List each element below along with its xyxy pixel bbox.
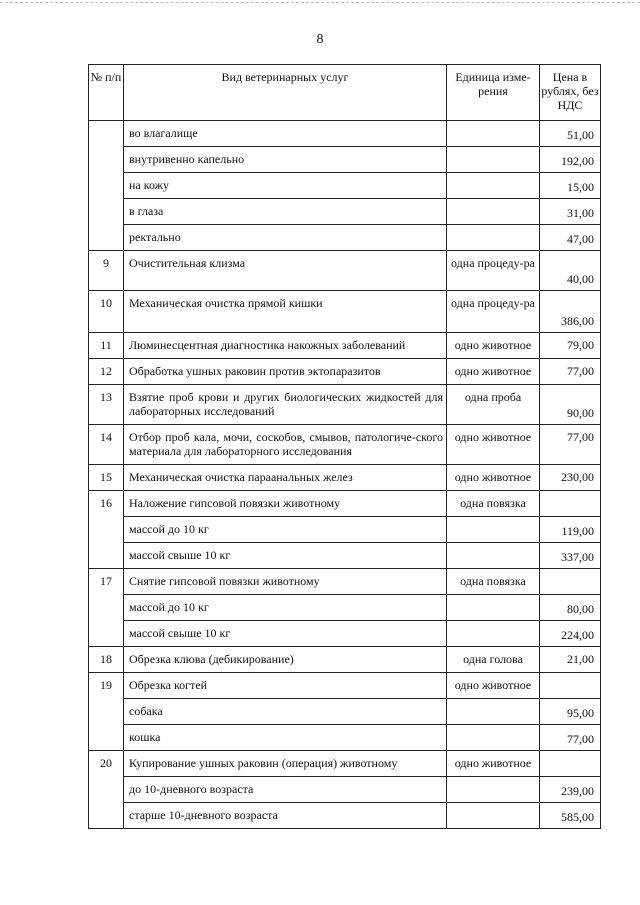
- price-cell: 239,00: [540, 777, 601, 803]
- table-row: [89, 173, 601, 199]
- table-row: [89, 225, 601, 251]
- table-row: [89, 777, 601, 803]
- service-cell: Взятие проб крови и других биологических жидкостей для лабораторных исследований: [124, 385, 447, 425]
- service-cell: Обрезка клюва (дебикирование): [124, 647, 447, 673]
- unit-cell: одно животное: [447, 425, 540, 465]
- service-cell: на кожу: [124, 173, 447, 199]
- unit-cell: одна голова: [447, 647, 540, 673]
- unit-cell: одна процеду-ра: [447, 251, 540, 291]
- price-cell: 585,00: [540, 803, 601, 829]
- header-num: № п/п: [89, 65, 124, 121]
- row-num: 13: [89, 385, 124, 425]
- row-num: 14: [89, 425, 124, 465]
- table-row: [89, 251, 601, 291]
- unit-cell: одно животное: [447, 359, 540, 385]
- table-row: [89, 673, 601, 699]
- price-cell: 386,00: [540, 291, 601, 333]
- service-cell: массой свыше 10 кг: [124, 621, 447, 647]
- table-row: [89, 385, 601, 425]
- unit-cell: одна процеду-ра: [447, 291, 540, 333]
- page-number: 8: [316, 32, 324, 47]
- row-num: 16: [89, 491, 124, 569]
- unit-cell: одно животное: [447, 751, 540, 777]
- table-row: [89, 751, 601, 777]
- row-num: 19: [89, 673, 124, 751]
- row-num-empty: [89, 121, 124, 251]
- row-num: 9: [89, 251, 124, 291]
- table-row: [89, 569, 601, 595]
- table-row: [89, 803, 601, 829]
- price-cell: 224,00: [540, 621, 601, 647]
- price-cell: 79,00: [540, 333, 601, 359]
- price-cell: 80,00: [540, 595, 601, 621]
- service-cell: массой свыше 10 кг: [124, 543, 447, 569]
- unit-cell: [447, 225, 540, 251]
- table-row: [89, 595, 601, 621]
- service-cell: Обрезка когтей: [124, 673, 447, 699]
- row-num: 15: [89, 465, 124, 491]
- service-cell: внутривенно капельно: [124, 147, 447, 173]
- table-row: [89, 621, 601, 647]
- service-cell: Наложение гипсовой повязки животному: [124, 491, 447, 517]
- row-num: 11: [89, 333, 124, 359]
- service-cell: ректально: [124, 225, 447, 251]
- price-cell: [540, 673, 601, 699]
- unit-cell: [447, 543, 540, 569]
- service-cell: Снятие гипсовой повязки животному: [124, 569, 447, 595]
- service-cell: Очистительная клизма: [124, 251, 447, 291]
- unit-cell: [447, 199, 540, 225]
- header-service: Вид ветеринарных услуг: [124, 65, 447, 121]
- price-cell: 77,00: [540, 425, 601, 465]
- service-cell: собака: [124, 699, 447, 725]
- table-row: [89, 121, 601, 147]
- unit-cell: одно животное: [447, 465, 540, 491]
- table-row: [89, 333, 601, 359]
- price-cell: 40,00: [540, 251, 601, 291]
- price-cell: 15,00: [540, 173, 601, 199]
- table-row: [89, 517, 601, 543]
- unit-cell: [447, 517, 540, 543]
- price-cell: 192,00: [540, 147, 601, 173]
- table-row: [89, 465, 601, 491]
- unit-cell: [447, 803, 540, 829]
- price-cell: [540, 491, 601, 517]
- service-cell: до 10-дневного возраста: [124, 777, 447, 803]
- table-row: [89, 199, 601, 225]
- service-cell: Механическая очистка прямой кишки: [124, 291, 447, 333]
- price-cell: 21,00: [540, 647, 601, 673]
- price-cell: 31,00: [540, 199, 601, 225]
- price-cell: [540, 751, 601, 777]
- price-table: [88, 64, 601, 829]
- service-cell: массой до 10 кг: [124, 595, 447, 621]
- service-cell: во влагалище: [124, 121, 447, 147]
- price-cell: 337,00: [540, 543, 601, 569]
- unit-cell: [447, 699, 540, 725]
- row-num: 12: [89, 359, 124, 385]
- unit-cell: одно животное: [447, 333, 540, 359]
- price-cell: 90,00: [540, 385, 601, 425]
- header-unit: Единица изме-рения: [447, 65, 540, 121]
- row-num: 10: [89, 291, 124, 333]
- row-num: 18: [89, 647, 124, 673]
- table-row: [89, 699, 601, 725]
- unit-cell: [447, 595, 540, 621]
- price-cell: 95,00: [540, 699, 601, 725]
- price-cell: 47,00: [540, 225, 601, 251]
- unit-cell: [447, 777, 540, 803]
- service-cell: Обработка ушных раковин против эктопаразитов: [124, 359, 447, 385]
- table-row: [89, 491, 601, 517]
- table-header-row: [89, 65, 601, 121]
- service-cell: старше 10-дневного возраста: [124, 803, 447, 829]
- table-row: [89, 147, 601, 173]
- unit-cell: [447, 173, 540, 199]
- header-price: Цена в рублях, без НДС: [540, 65, 601, 121]
- price-cell: [540, 569, 601, 595]
- unit-cell: [447, 147, 540, 173]
- service-cell: Люминесцентная диагностика накожных заболеваний: [124, 333, 447, 359]
- row-num: 20: [89, 751, 124, 829]
- table-row: [89, 425, 601, 465]
- table-row: [89, 725, 601, 751]
- table-row: [89, 291, 601, 333]
- unit-cell: [447, 121, 540, 147]
- unit-cell: одна проба: [447, 385, 540, 425]
- price-cell: 77,00: [540, 359, 601, 385]
- unit-cell: одно животное: [447, 673, 540, 699]
- table-row: [89, 543, 601, 569]
- service-cell: Купирование ушных раковин (операция) животному: [124, 751, 447, 777]
- price-cell: 51,00: [540, 121, 601, 147]
- top-border-line: [0, 2, 640, 3]
- price-cell: 230,00: [540, 465, 601, 491]
- price-cell: 77,00: [540, 725, 601, 751]
- unit-cell: одна повязка: [447, 569, 540, 595]
- unit-cell: [447, 725, 540, 751]
- service-cell: массой до 10 кг: [124, 517, 447, 543]
- table-row: [89, 647, 601, 673]
- service-cell: Отбор проб кала, мочи, соскобов, смывов, патологиче-ского материала для лабораторного исследования: [124, 425, 447, 465]
- row-num: 17: [89, 569, 124, 647]
- unit-cell: одна повязка: [447, 491, 540, 517]
- unit-cell: [447, 621, 540, 647]
- service-cell: кошка: [124, 725, 447, 751]
- service-cell: Механическая очистка параанальных желез: [124, 465, 447, 491]
- service-cell: в глаза: [124, 199, 447, 225]
- price-cell: 119,00: [540, 517, 601, 543]
- table-row: [89, 359, 601, 385]
